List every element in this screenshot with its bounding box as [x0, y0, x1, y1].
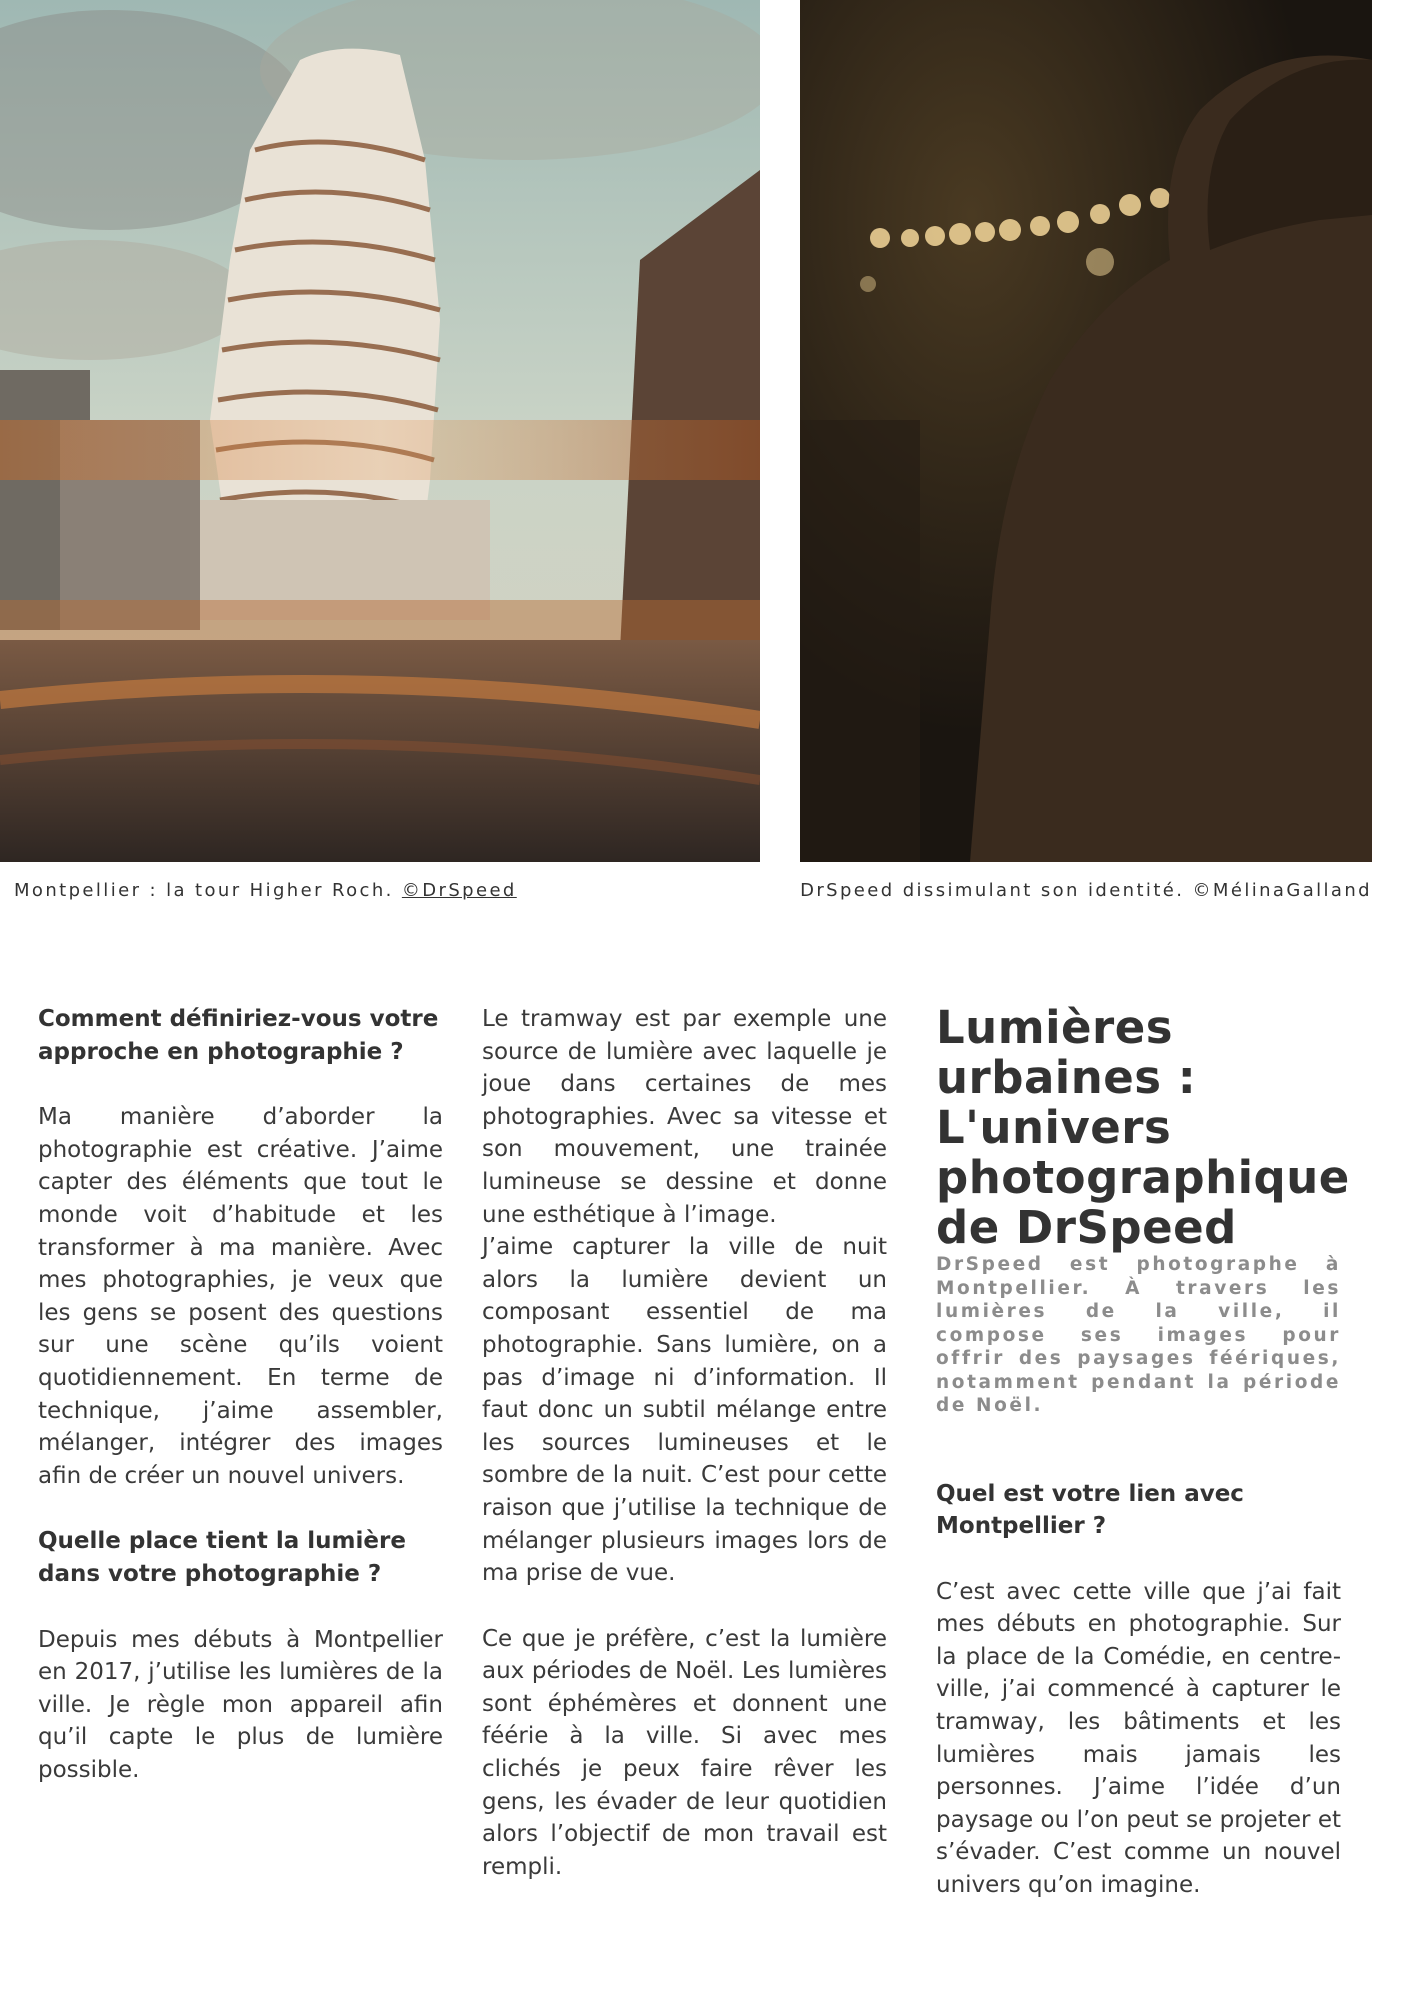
question-1: Comment définiriez-vous votre approche en photographie ?	[38, 1006, 439, 1065]
article-intro: DrSpeed est photographe à Montpellier. À travers les lumières de la ville, il compose ses images pour offrir des paysages féériques, notamment pendant la période de Noël.	[936, 1254, 1341, 1416]
question-2: Quelle place tient la lumière dans votre photographie ?	[38, 1528, 406, 1587]
caption-text: Montpellier : la tour Higher Roch.	[14, 880, 402, 901]
paragraph-night: J’aime capturer la ville de nuit alors la lumière devient un composant essentiel de ma photographie. Sans lumière, on a pas d’image ni d’information. Il faut donc un subtil mélange entre les sources lumineuses et le sombre de la nuit. C’est pour cette raison que j’utilise la technique de mélanger plusieurs images lors de ma prise de vue.	[482, 1234, 887, 1587]
answer-1: Ma manière d’aborder la photographie est créative. J’aime capter des éléments que tout le monde voit d’habitude et les transformer à ma manière. Avec mes photographies, je veux que les gens se posent des questions sur une scène qu’ils voient quotidiennement. En terme de technique, j’aime assembler, mélanger, intégrer des images afin de créer un nouvel univers.	[38, 1104, 443, 1489]
paragraph-christmas: Ce que je préfère, c’est la lumière aux périodes de Noël. Les lumières sont éphémères et donnent une féérie à la ville. Si avec mes clichés je peux faire rêver les gens, les évader de leur quotidien alors l’objectif de mon travail est rempli.	[482, 1625, 887, 1880]
column-3	[936, 1001, 1350, 1902]
right-photo-caption: DrSpeed dissimulant son identité. ©MélinaGalland	[800, 880, 1372, 901]
photo-credit-link[interactable]: ©DrSpeed	[401, 880, 517, 901]
hooded-figure-photo	[800, 0, 1372, 862]
article-title: Lumières urbaines : L'univers photographique de DrSpeed	[936, 1001, 1350, 1254]
answer-2: Depuis mes débuts à Montpellier en 2017, j’utilise les lumières de la ville. Je règle mon appareil afin qu’il capte le plus de lumière possible.	[38, 1626, 443, 1783]
paragraph-tramway: Le tramway est par exemple une source de lumière avec laquelle je joue dans certaines de mes photographies. Avec sa vitesse et son mouvement, une trainée lumineuse se dessine et donne une esthétique à l’image.	[482, 1006, 887, 1228]
question-3: Quel est votre lien avec Montpellier ?	[936, 1480, 1244, 1540]
column-1	[38, 1003, 443, 1786]
left-photo-caption	[14, 880, 517, 901]
column-2	[482, 1003, 887, 1883]
tower-photo	[0, 0, 760, 862]
answer-3: C’est avec cette ville que j’ai fait mes débuts en photographie. Sur la place de la Comédie, en centre-ville, j’ai commencé à capturer le tramway, les bâtiments et les lumières mais jamais les personnes. J’aime l’idée d’un paysage ou l’on peut se projeter et s’évader. C’est comme un nouvel univers qu’on imagine.	[936, 1578, 1341, 1899]
